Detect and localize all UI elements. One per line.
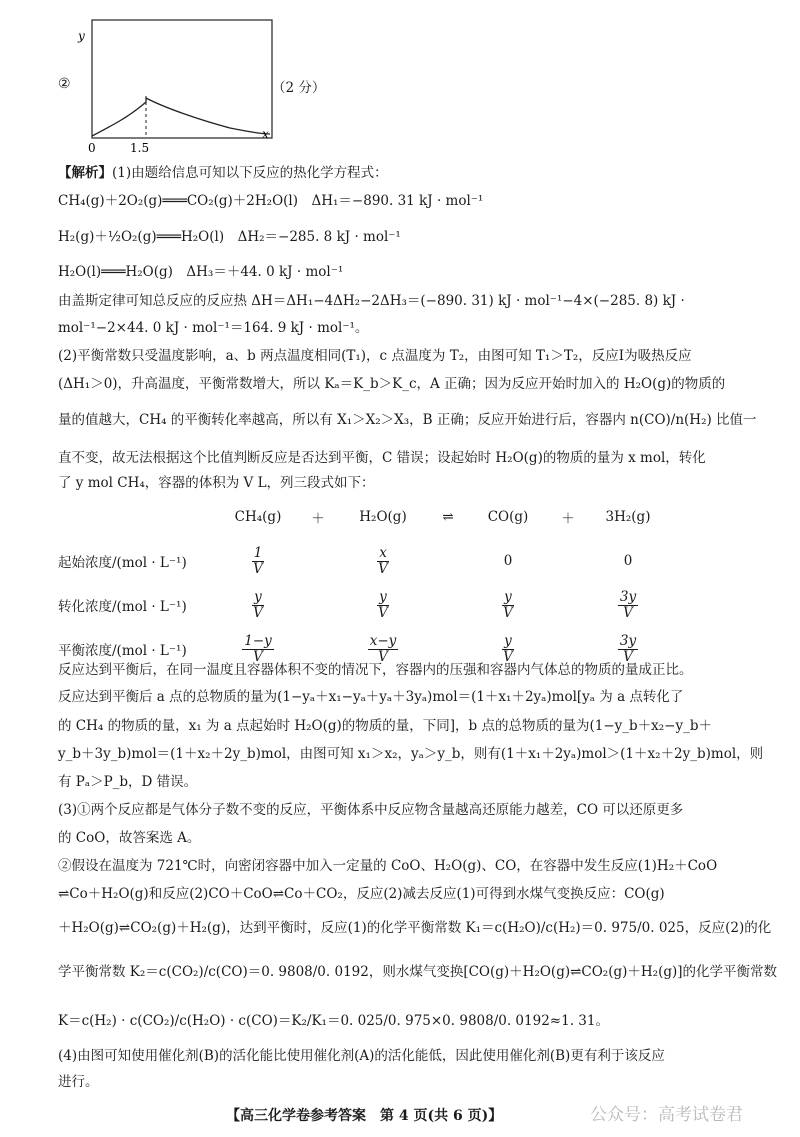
part3-line-1: (3)①两个反应都是气体分子数不变的反应，平衡体系中反应物含量越高还原能力越差，CO 可以还原更多 bbox=[58, 802, 684, 818]
part3-line-3: ②假设在温度为 721℃时，向密闭容器中加入一定量的 CoO、H₂O(g)、CO，在容器中发生反应(1)H₂＋CoO bbox=[58, 858, 718, 874]
score-label: （2 分） bbox=[272, 80, 326, 96]
ice-cell: $\frac{3y}{V}$ bbox=[619, 588, 637, 621]
ice-cell: $\frac{1}{V}$ bbox=[253, 544, 263, 577]
ice-header-row: CH₄(g) ＋ H₂O(g) ⇌ CO(g) ＋ 3H₂(g) bbox=[58, 495, 668, 539]
part4-line-1: (4)由图可知使用催化剂(B)的活化能比使用催化剂(A)的活化能低，因此使用催化剂(B)更有利于该反应 bbox=[58, 1048, 665, 1064]
equation-3: H₂O(l)═══H₂O(g) ΔH₃＝＋44. 0 kJ · mol⁻¹ bbox=[58, 264, 344, 280]
part2-line-6: 反应达到平衡后，在同一温度且容器体积不变的情况下，容器内的压强和容器内气体总的物质的量成正比。 bbox=[58, 662, 693, 678]
ice-cell: $\frac{x-y}{V}$ bbox=[369, 632, 397, 665]
graph-origin-label: 0 bbox=[88, 141, 96, 155]
graph-peak-label: 1.5 bbox=[130, 141, 150, 155]
ice-cell: $\frac{1-y}{V}$ bbox=[244, 632, 272, 665]
part2-line-9: y_b＋3y_b)mol＝(1＋x₂＋2y_b)mol，由图可知 x₁＞x₂，yₐ＞y_b，则有(1＋x₁＋2yₐ)mol＞(1＋x₂＋2y_b)mol，则 bbox=[58, 746, 764, 762]
ice-cell: $\frac{y}{V}$ bbox=[503, 588, 513, 621]
equation-1: CH₄(g)＋2O₂(g)═══CO₂(g)＋2H₂O(l) ΔH₁＝−890. 31 kJ · mol⁻¹ bbox=[58, 193, 484, 209]
part2-line-1: (2)平衡常数只受温度影响，a、b 两点温度相同(T₁)，c 点温度为 T₂，由图可知 T₁＞T₂，反应Ⅰ为吸热反应 bbox=[58, 348, 692, 364]
ice-species: CO(g) bbox=[487, 509, 529, 525]
graph-y-label: y bbox=[78, 29, 85, 43]
part2-line-3: 量的值越大，CH₄ 的平衡转化率越高，所以有 X₁＞X₂＞X₃，B 正确；反应开始进行后，容器内 n(CO)/n(H₂) 比值一 bbox=[58, 412, 757, 428]
ice-row-label: 转化浓度/(mol · L⁻¹) bbox=[58, 599, 187, 615]
hess-line-2: mol⁻¹−2×44. 0 kJ · mol⁻¹＝164. 9 kJ · mol⁻¹。 bbox=[58, 320, 369, 336]
part3-line-6: 学平衡常数 K₂＝c(CO₂)/c(CO)＝0. 9808/0. 0192，则水煤气变换[CO(g)＋H₂O(g)⇌CO₂(g)＋H₂(g)]的化学平衡常数 bbox=[58, 964, 778, 980]
part3-line-5: ＋H₂O(g)⇌CO₂(g)＋H₂(g)，达到平衡时，反应(1)的化学平衡常数 K₁＝c(H₂O)/c(H₂)＝0. 975/0. 025，反应(2)的化 bbox=[58, 920, 772, 936]
part3-line-7: K＝c(H₂) · c(CO₂)/c(H₂O) · c(CO)＝K₂/K₁＝0. 025/0. 975×0. 9808/0. 0192≈1. 31。 bbox=[58, 1013, 609, 1029]
part2-line-7: 反应达到平衡后 a 点的总物质的量为(1−yₐ＋x₁−yₐ＋yₐ＋3yₐ)mol＝(1＋x₁＋2yₐ)mol[yₐ 为 a 点转化了 bbox=[58, 689, 684, 705]
ice-cell: $\frac{3y}{V}$ bbox=[619, 632, 637, 665]
ice-row bbox=[58, 539, 668, 583]
part4-line-2: 进行。 bbox=[58, 1074, 99, 1090]
ice-species: H₂O(g) bbox=[359, 509, 407, 525]
page-footer: 【高三化学卷参考答案 第 4 页(共 6 页)】 bbox=[226, 1108, 503, 1124]
hess-line-1: 由盖斯定律可知总反应的反应热 ΔH＝ΔH₁−4ΔH₂−2ΔH₃＝(−890. 31) kJ · mol⁻¹−4×(−285. 8) kJ · bbox=[58, 293, 685, 309]
part2-line-2: (ΔH₁＞0)，升高温度，平衡常数增大，所以 Kₐ＝K_b＞K_c，A 正确；因为反应开始时加入的 H₂O(g)的物质的 bbox=[58, 376, 726, 392]
ice-table bbox=[58, 495, 668, 671]
part2-line-5: 了 y mol CH₄，容器的体积为 V L，列三段式如下： bbox=[58, 475, 375, 491]
graph-x-label: x bbox=[262, 127, 269, 141]
ice-cell: $\frac{y}{V}$ bbox=[378, 588, 388, 621]
graph-frame bbox=[92, 20, 272, 138]
graph-curve bbox=[92, 98, 270, 136]
graph-marker: ② bbox=[58, 76, 71, 92]
part2-line-8: 的 CH₄ 的物质的量，x₁ 为 a 点起始时 H₂O(g)的物质的量，下同]，b 点的总物质的量为(1−y_b＋x₂−y_b＋ bbox=[58, 718, 713, 734]
ice-species: CH₄(g) bbox=[234, 509, 282, 525]
ice-row-label: 平衡浓度/(mol · L⁻¹) bbox=[58, 643, 187, 659]
part2-line-4: 直不变，故无法根据这个比值判断反应是否达到平衡，C 错误；设起始时 H₂O(g)的物质的量为 x mol，转化 bbox=[58, 450, 706, 466]
ice-cell: 0 bbox=[623, 553, 633, 569]
part3-line-4: ⇌Co＋H₂O(g)和反应(2)CO＋CoO⇌Co＋CO₂，反应(2)减去反应(1)可得到水煤气变换反应：CO(g) bbox=[58, 886, 665, 902]
ice-row-label: 起始浓度/(mol · L⁻¹) bbox=[58, 555, 187, 571]
part2-line-10: 有 Pₐ＞P_b，D 错误。 bbox=[58, 774, 198, 790]
analysis-line: 【解析】(1)由题给信息可知以下反应的热化学方程式： bbox=[58, 165, 388, 181]
analysis-heading: 【解析】 bbox=[58, 165, 112, 181]
ice-cell: 0 bbox=[503, 553, 513, 569]
ice-cell: $\frac{y}{V}$ bbox=[253, 588, 263, 621]
sketch-graph bbox=[50, 12, 310, 157]
ice-cell: $\frac{x}{V}$ bbox=[378, 544, 388, 577]
watermark: 公众号：高考试卷君 bbox=[590, 1105, 743, 1125]
part3-line-2: 的 CoO，故答案选 A。 bbox=[58, 830, 201, 846]
ice-cell: $\frac{y}{V}$ bbox=[503, 632, 513, 665]
equation-2: H₂(g)＋½O₂(g)═══H₂O(l) ΔH₂＝−285. 8 kJ · mol⁻¹ bbox=[58, 229, 401, 245]
ice-species: 3H₂(g) bbox=[605, 509, 651, 525]
ice-row bbox=[58, 583, 668, 627]
